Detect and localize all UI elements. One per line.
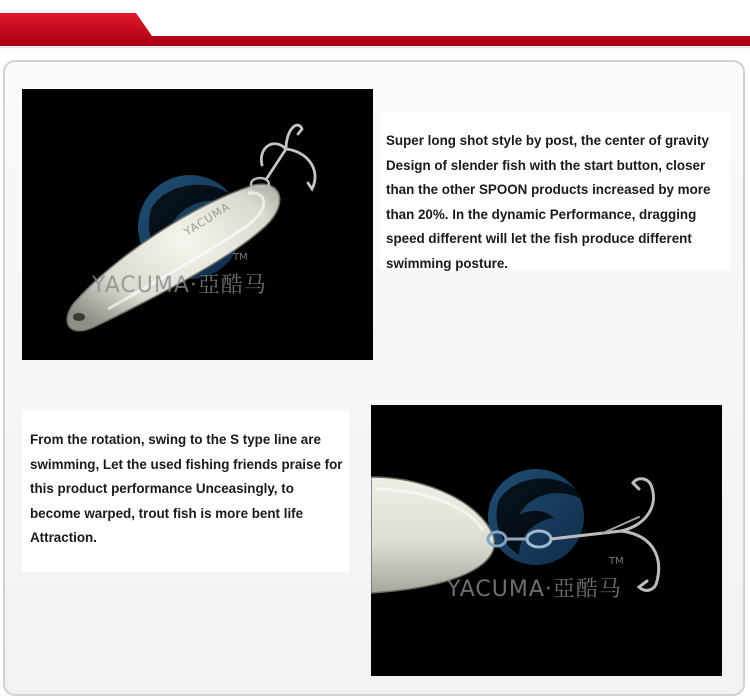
- description-text-1: Super long shot style by post, the center of gravity Design of slender fish with the start button, closer than the other SPOON products increased by more than 20%. In the dynamic Performance, dragging speed different will let the fish produce different swimming posture.: [386, 133, 711, 271]
- brand-logo-watermark-icon: [488, 469, 585, 565]
- product-description-2: [22, 410, 349, 572]
- header-strip: [0, 0, 750, 50]
- product-photo-hook-closeup: [371, 405, 722, 676]
- lure-engraving-text: YACUMA: [181, 199, 233, 239]
- brand-watermark: YACUMA·亞酷马: [447, 577, 622, 602]
- description-text-2: From the rotation, swing to the S type line are swimming, Let the used fishing friends praise for this product performance Unceasingly, to become warped, trout fish is more bent life Attraction.: [30, 432, 343, 545]
- treble-hook-icon: [261, 125, 315, 189]
- product-description-1: [380, 112, 730, 270]
- product-photo-spoon-lure: [22, 89, 373, 360]
- trademark-watermark: TM: [609, 556, 624, 567]
- trademark-watermark: TM: [233, 252, 248, 263]
- brand-watermark: YACUMA·亞酷马: [92, 273, 267, 298]
